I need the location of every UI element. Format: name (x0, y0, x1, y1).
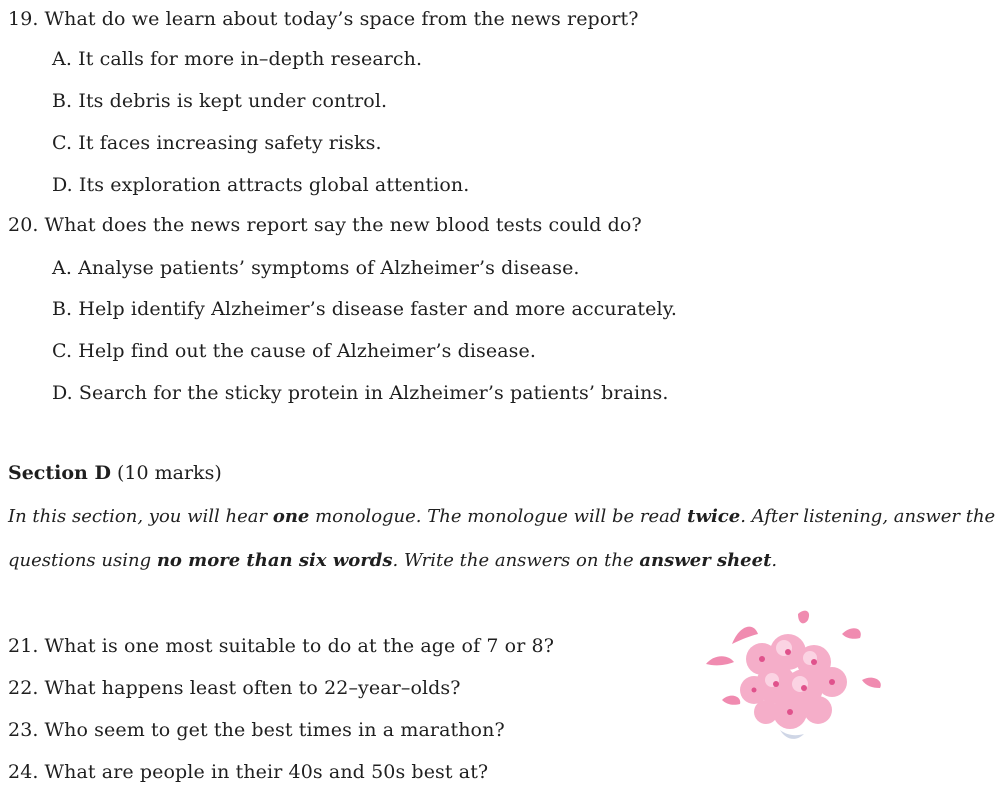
question-24 (8, 761, 488, 783)
instruction-emphasis: twice (687, 506, 741, 527)
option-19-c: C. It faces increasing safety risks. (52, 132, 382, 154)
option-19-a: A. It calls for more in–depth research. (52, 48, 423, 70)
question-text: Who seem to get the best times in a marathon? (44, 719, 505, 741)
question-number: 23. (8, 719, 39, 741)
instruction-text: questions using (8, 550, 157, 571)
option-20-c: C. Help find out the cause of Alzheimer’s disease. (52, 340, 536, 362)
option-20-d: D. Search for the sticky protein in Alzheimer’s patients’ brains. (52, 382, 669, 404)
question-20 (8, 214, 642, 236)
pink-flower-bouquet-icon (692, 604, 892, 754)
section-heading (8, 462, 222, 484)
option-19-d: D. Its exploration attracts global attention. (52, 174, 470, 196)
option-20-b: B. Help identify Alzheimer’s disease faster and more accurately. (52, 298, 678, 320)
section-instruction-line-1 (8, 506, 995, 527)
question-19 (8, 8, 639, 30)
question-number: 20. (8, 214, 39, 236)
question-number: 24. (8, 761, 39, 783)
section-marks: (10 marks) (117, 462, 222, 484)
instruction-text: In this section, you will hear (8, 506, 273, 527)
instruction-text: . (771, 550, 778, 571)
question-stem: What do we learn about today’s space from the news report? (44, 8, 639, 30)
question-text: What is one most suitable to do at the age of 7 or 8? (44, 635, 555, 657)
question-23 (8, 719, 505, 741)
question-number: 22. (8, 677, 39, 699)
question-text: What happens least often to 22–year–olds? (44, 677, 461, 699)
question-stem: What does the news report say the new blood tests could do? (44, 214, 642, 236)
question-number: 21. (8, 635, 39, 657)
question-number: 19. (8, 8, 39, 30)
question-21 (8, 635, 554, 657)
section-title: Section D (8, 462, 111, 484)
option-19-b: B. Its debris is kept under control. (52, 90, 388, 112)
option-20-a: A. Analyse patients’ symptoms of Alzheimer’s disease. (52, 257, 580, 279)
instruction-text: . After listening, answer the (740, 506, 995, 527)
instruction-emphasis: one (272, 506, 310, 527)
instruction-text: monologue. The monologue will be read (309, 506, 688, 527)
instruction-emphasis: answer sheet (639, 550, 772, 571)
instruction-text: . Write the answers on the (392, 550, 640, 571)
question-text: What are people in their 40s and 50s best at? (44, 761, 489, 783)
section-instruction-line-2 (8, 550, 777, 571)
instruction-emphasis: no more than six words (156, 550, 393, 571)
stem-base (780, 730, 804, 739)
question-22 (8, 677, 461, 699)
